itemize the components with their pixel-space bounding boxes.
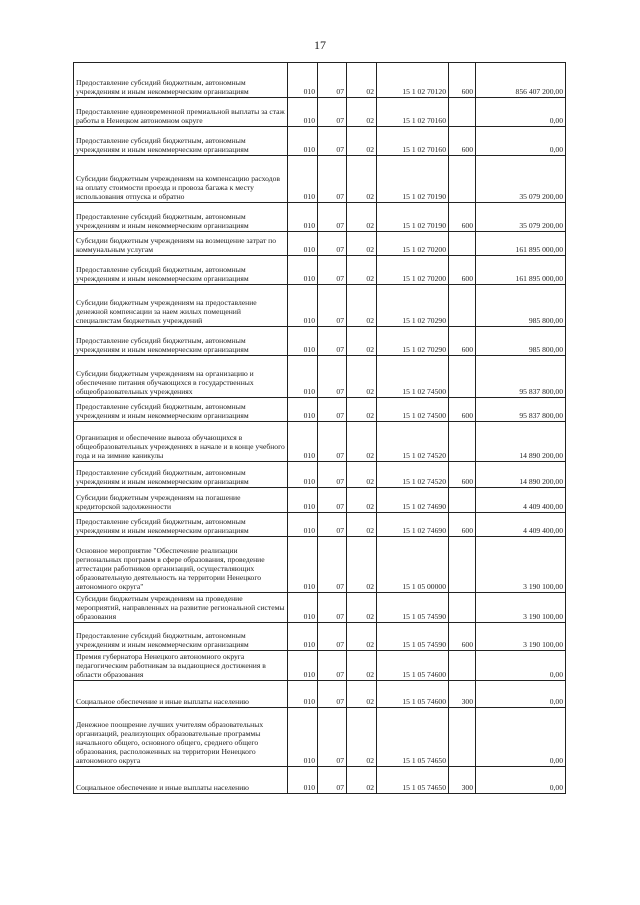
expense-type-code: 600: [449, 203, 476, 232]
grbs-code: 010: [288, 651, 318, 681]
expense-name: Предоставление единовременной премиальной выплаты за стаж работы в Ненецком автономном округе: [74, 98, 288, 127]
table-row: [74, 356, 566, 398]
amount: 0,00: [476, 98, 566, 127]
grbs-code: 010: [288, 593, 318, 623]
grbs-code: 010: [288, 767, 318, 794]
table-row: [74, 623, 566, 651]
section-code: 07: [318, 356, 347, 398]
target-article-code: 15 1 02 74500: [377, 356, 449, 398]
table-row: [74, 513, 566, 537]
table-row: [74, 488, 566, 513]
amount: 985 800,00: [476, 327, 566, 356]
expense-type-code: [449, 356, 476, 398]
section-code: 07: [318, 767, 347, 794]
expense-type-code: [449, 488, 476, 513]
expense-name: Предоставление субсидий бюджетным, автономным учреждениям и иным некоммерческим организациям: [74, 398, 288, 422]
subsection-code: 02: [347, 127, 377, 156]
amount: 161 895 000,00: [476, 256, 566, 285]
amount: 3 190 100,00: [476, 537, 566, 593]
table-row: [74, 285, 566, 327]
expense-type-code: [449, 422, 476, 462]
target-article-code: 15 1 02 70290: [377, 327, 449, 356]
grbs-code: 010: [288, 285, 318, 327]
grbs-code: 010: [288, 203, 318, 232]
budget-table: [73, 62, 566, 794]
grbs-code: 010: [288, 488, 318, 513]
section-code: 07: [318, 651, 347, 681]
amount: 856 407 200,00: [476, 63, 566, 98]
amount: 3 190 100,00: [476, 593, 566, 623]
subsection-code: 02: [347, 285, 377, 327]
target-article-code: 15 1 02 74690: [377, 488, 449, 513]
target-article-code: 15 1 05 74650: [377, 708, 449, 767]
table-row: [74, 156, 566, 203]
section-code: 07: [318, 98, 347, 127]
subsection-code: 02: [347, 398, 377, 422]
section-code: 07: [318, 127, 347, 156]
expense-type-code: 300: [449, 767, 476, 794]
table-row: [74, 98, 566, 127]
grbs-code: 010: [288, 356, 318, 398]
expense-name: Субсидии бюджетным учреждениям на компенсацию расходов на оплату стоимости проезда и провоза багажа к месту использования отпуска и обратно: [74, 156, 288, 203]
target-article-code: 15 1 05 74590: [377, 593, 449, 623]
expense-name: Субсидии бюджетным учреждениям на погашение кредиторской задолженности: [74, 488, 288, 513]
target-article-code: 15 1 02 70200: [377, 256, 449, 285]
expense-name: Основное мероприятие "Обеспечение реализации региональных программ в сфере образования, проведение аттестации работников организаций, осуществляющих образовательную деятельность на территории Ненецкого автономного округа": [74, 537, 288, 593]
expense-type-code: [449, 98, 476, 127]
grbs-code: 010: [288, 462, 318, 488]
grbs-code: 010: [288, 708, 318, 767]
target-article-code: 15 1 05 74600: [377, 681, 449, 708]
amount: 161 895 000,00: [476, 232, 566, 256]
expense-type-code: 600: [449, 256, 476, 285]
expense-name: Предоставление субсидий бюджетным, автономным учреждениям и иным некоммерческим организациям: [74, 127, 288, 156]
grbs-code: 010: [288, 398, 318, 422]
expense-name: Субсидии бюджетным учреждениям на возмещение затрат по коммунальным услугам: [74, 232, 288, 256]
section-code: 07: [318, 256, 347, 285]
target-article-code: 15 1 02 70160: [377, 98, 449, 127]
section-code: 07: [318, 285, 347, 327]
amount: 985 800,00: [476, 285, 566, 327]
section-code: 07: [318, 488, 347, 513]
section-code: 07: [318, 327, 347, 356]
table-row: [74, 767, 566, 794]
amount: 14 890 200,00: [476, 422, 566, 462]
expense-type-code: 600: [449, 462, 476, 488]
expense-type-code: [449, 708, 476, 767]
subsection-code: 02: [347, 232, 377, 256]
amount: 14 890 200,00: [476, 462, 566, 488]
target-article-code: 15 1 02 70160: [377, 127, 449, 156]
expense-name: Предоставление субсидий бюджетным, автономным учреждениям и иным некоммерческим организациям: [74, 513, 288, 537]
table-row: [74, 398, 566, 422]
expense-name: Предоставление субсидий бюджетным, автономным учреждениям и иным некоммерческим организациям: [74, 63, 288, 98]
amount: 0,00: [476, 767, 566, 794]
section-code: 07: [318, 537, 347, 593]
expense-type-code: [449, 156, 476, 203]
expense-type-code: 600: [449, 398, 476, 422]
grbs-code: 010: [288, 422, 318, 462]
table-row: [74, 681, 566, 708]
amount: 4 409 400,00: [476, 513, 566, 537]
table-row: [74, 127, 566, 156]
table-row: [74, 462, 566, 488]
amount: 35 079 200,00: [476, 156, 566, 203]
section-code: 07: [318, 232, 347, 256]
expense-type-code: 600: [449, 623, 476, 651]
subsection-code: 02: [347, 767, 377, 794]
section-code: 07: [318, 708, 347, 767]
expense-type-code: 600: [449, 513, 476, 537]
table-row: [74, 63, 566, 98]
expense-type-code: 300: [449, 681, 476, 708]
expense-name: Премия губернатора Ненецкого автономного округа педагогическим работникам за выдающиеся достижения в области образования: [74, 651, 288, 681]
grbs-code: 010: [288, 256, 318, 285]
grbs-code: 010: [288, 156, 318, 203]
grbs-code: 010: [288, 537, 318, 593]
table-row: [74, 256, 566, 285]
expense-type-code: [449, 232, 476, 256]
target-article-code: 15 1 05 74600: [377, 651, 449, 681]
expense-name: Денежное поощрение лучших учителям образовательных организаций, реализующих образовательные программы начального общего, основного общего, среднего общего образования, расположенных на территории Ненецкого автономного округа: [74, 708, 288, 767]
target-article-code: 15 1 02 74520: [377, 462, 449, 488]
table-row: [74, 708, 566, 767]
subsection-code: 02: [347, 203, 377, 232]
target-article-code: 15 1 02 74690: [377, 513, 449, 537]
expense-name: Предоставление субсидий бюджетным, автономным учреждениям и иным некоммерческим организациям: [74, 256, 288, 285]
expense-name: Предоставление субсидий бюджетным, автономным учреждениям и иным некоммерческим организациям: [74, 623, 288, 651]
target-article-code: 15 1 02 74520: [377, 422, 449, 462]
subsection-code: 02: [347, 488, 377, 513]
subsection-code: 02: [347, 156, 377, 203]
table-row: [74, 327, 566, 356]
amount: 3 190 100,00: [476, 623, 566, 651]
subsection-code: 02: [347, 513, 377, 537]
table-row: [74, 203, 566, 232]
subsection-code: 02: [347, 356, 377, 398]
grbs-code: 010: [288, 623, 318, 651]
section-code: 07: [318, 63, 347, 98]
target-article-code: 15 1 02 74500: [377, 398, 449, 422]
section-code: 07: [318, 462, 347, 488]
target-article-code: 15 1 05 00000: [377, 537, 449, 593]
grbs-code: 010: [288, 127, 318, 156]
section-code: 07: [318, 398, 347, 422]
expense-type-code: [449, 593, 476, 623]
subsection-code: 02: [347, 98, 377, 127]
expense-name: Социальное обеспечение и иные выплаты населению: [74, 767, 288, 794]
expense-type-code: 600: [449, 63, 476, 98]
amount: 0,00: [476, 127, 566, 156]
expense-name: Субсидии бюджетным учреждениям на организацию и обеспечение питания обучающихся в государственных общеобразовательных учреждениях: [74, 356, 288, 398]
subsection-code: 02: [347, 256, 377, 285]
expense-name: Социальное обеспечение и иные выплаты населению: [74, 681, 288, 708]
subsection-code: 02: [347, 63, 377, 98]
grbs-code: 010: [288, 98, 318, 127]
target-article-code: 15 1 02 70290: [377, 285, 449, 327]
section-code: 07: [318, 156, 347, 203]
expense-type-code: [449, 285, 476, 327]
target-article-code: 15 1 02 70190: [377, 156, 449, 203]
section-code: 07: [318, 203, 347, 232]
grbs-code: 010: [288, 63, 318, 98]
table-row: [74, 232, 566, 256]
expense-name: Предоставление субсидий бюджетным, автономным учреждениям и иным некоммерческим организациям: [74, 203, 288, 232]
amount: 4 409 400,00: [476, 488, 566, 513]
grbs-code: 010: [288, 232, 318, 256]
subsection-code: 02: [347, 327, 377, 356]
table-row: [74, 593, 566, 623]
grbs-code: 010: [288, 681, 318, 708]
table-row: [74, 422, 566, 462]
section-code: 07: [318, 681, 347, 708]
grbs-code: 010: [288, 327, 318, 356]
expense-name: Предоставление субсидий бюджетным, автономным учреждениям и иным некоммерческим организациям: [74, 327, 288, 356]
subsection-code: 02: [347, 462, 377, 488]
target-article-code: 15 1 02 70200: [377, 232, 449, 256]
amount: 95 837 800,00: [476, 356, 566, 398]
amount: 35 079 200,00: [476, 203, 566, 232]
subsection-code: 02: [347, 651, 377, 681]
amount: 0,00: [476, 651, 566, 681]
expense-type-code: [449, 537, 476, 593]
target-article-code: 15 1 02 70190: [377, 203, 449, 232]
subsection-code: 02: [347, 422, 377, 462]
grbs-code: 010: [288, 513, 318, 537]
section-code: 07: [318, 513, 347, 537]
section-code: 07: [318, 593, 347, 623]
amount: 0,00: [476, 681, 566, 708]
expense-name: Предоставление субсидий бюджетным, автономным учреждениям и иным некоммерческим организациям: [74, 462, 288, 488]
expense-type-code: 600: [449, 127, 476, 156]
subsection-code: 02: [347, 537, 377, 593]
subsection-code: 02: [347, 593, 377, 623]
amount: 0,00: [476, 708, 566, 767]
target-article-code: 15 1 05 74590: [377, 623, 449, 651]
target-article-code: 15 1 02 70120: [377, 63, 449, 98]
expense-name: Организация и обеспечение вывоза обучающихся в общеобразовательных учреждениях в начале и в конце учебного года и на зимние каникулы: [74, 422, 288, 462]
expense-type-code: [449, 651, 476, 681]
section-code: 07: [318, 623, 347, 651]
table-body: [74, 63, 566, 794]
expense-type-code: 600: [449, 327, 476, 356]
table-row: [74, 651, 566, 681]
page-number: 17: [314, 38, 326, 52]
subsection-code: 02: [347, 623, 377, 651]
section-code: 07: [318, 422, 347, 462]
expense-name: Субсидии бюджетным учреждениям на предоставление денежной компенсации за наем жилых помещений специалистам бюджетных учреждений: [74, 285, 288, 327]
table-row: [74, 537, 566, 593]
amount: 95 837 800,00: [476, 398, 566, 422]
target-article-code: 15 1 05 74650: [377, 767, 449, 794]
expense-name: Субсидии бюджетным учреждениям на проведение мероприятий, направленных на развитие региональной системы образования: [74, 593, 288, 623]
subsection-code: 02: [347, 681, 377, 708]
subsection-code: 02: [347, 708, 377, 767]
